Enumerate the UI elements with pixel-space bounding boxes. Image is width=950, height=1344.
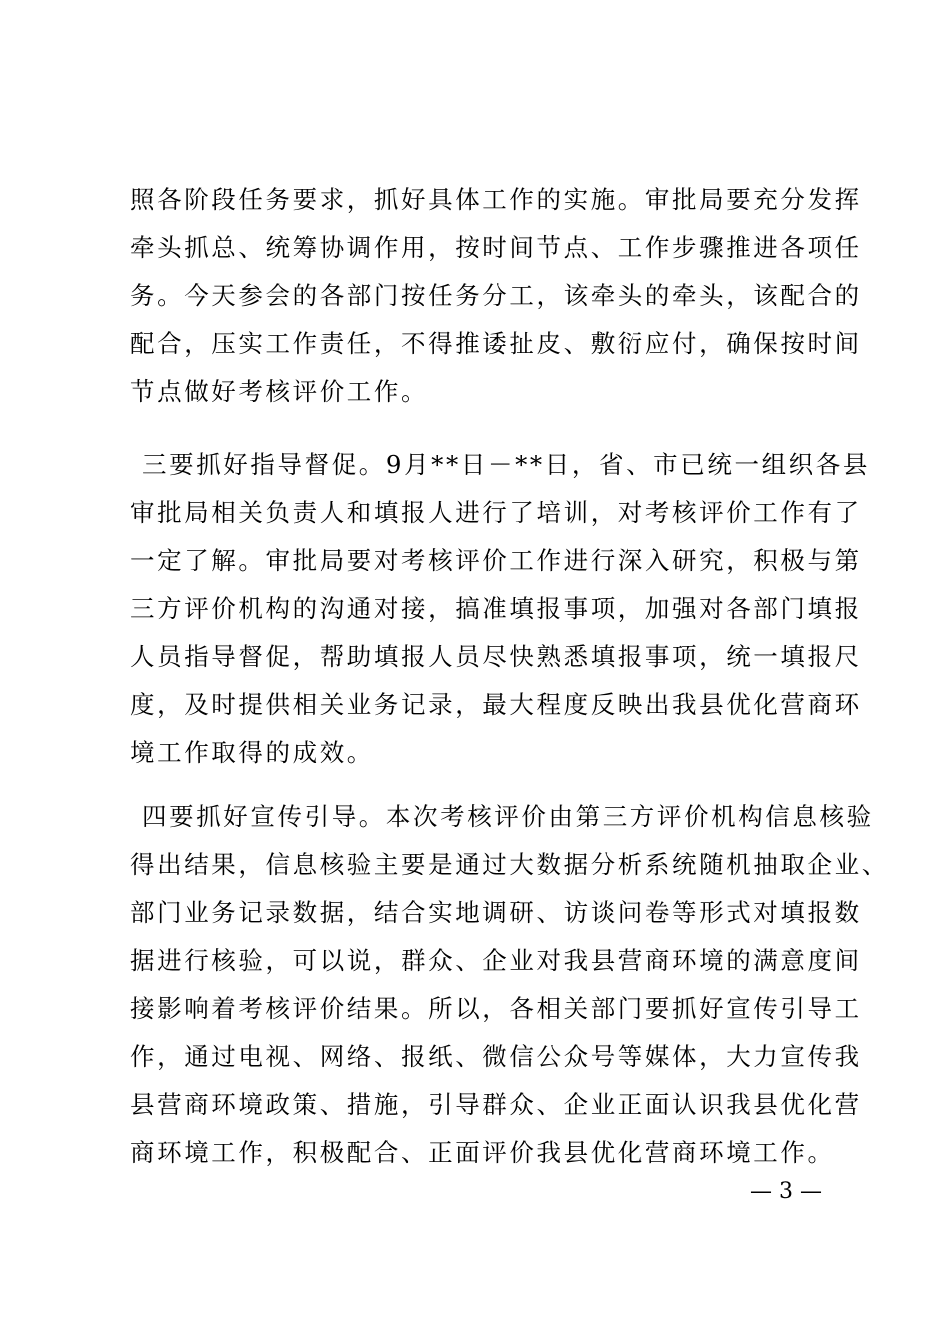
paragraph-line: 境工作取得的成效。 <box>130 738 374 767</box>
paragraph-publicity-guidance <box>130 793 889 1177</box>
paragraph-line: 商环境工作，积极配合、正面评价我县优化营商环境工作。 <box>130 1138 835 1167</box>
paragraph-line: 作，通过电视、网络、报纸、微信公众号等媒体，大力宣传我 <box>130 1042 862 1071</box>
paragraph-line: 县营商环境政策、措施，引导群众、企业正面认识我县优化营 <box>130 1090 862 1119</box>
paragraph-task-implementation <box>130 176 862 416</box>
paragraph-line: 审批局相关负责人和填报人进行了培训，对考核评价工作有了 <box>130 498 862 527</box>
paragraph-line: 牵头抓总、统筹协调作用，按时间节点、工作步骤推进各项任 <box>130 233 862 262</box>
paragraph-line: 据进行核验，可以说，群众、企业对我县营商环境的满意度间 <box>130 946 862 975</box>
paragraph-line: 照各阶段任务要求，抓好具体工作的实施。审批局要充分发挥 <box>130 185 862 214</box>
paragraph-line: 务。今天参会的各部门按任务分工，该牵头的牵头，该配合的 <box>130 281 862 310</box>
page-number: — 3 — <box>750 1179 822 1204</box>
paragraph-guidance-supervision <box>130 441 870 777</box>
paragraph-line: 三方评价机构的沟通对接，搞准填报事项，加强对各部门填报 <box>130 594 862 623</box>
paragraph-line: 部门业务记录数据，结合实地调研、访谈问卷等形式对填报数 <box>130 898 862 927</box>
paragraph-line: 接影响着考核评价结果。所以，各相关部门要抓好宣传引导工 <box>130 994 862 1023</box>
paragraph-line: 一定了解。审批局要对考核评价工作进行深入研究，积极与第 <box>130 546 862 575</box>
paragraph-line: 得出结果，信息核验主要是通过大数据分析系统随机抽取企业、 <box>130 850 889 879</box>
paragraph-line: 人员指导督促，帮助填报人员尽快熟悉填报事项，统一填报尺 <box>130 642 862 671</box>
paragraph-line: 配合，压实工作责任，不得推诿扯皮、敷衍应付，确保按时间 <box>130 329 862 358</box>
paragraph-line: 节点做好考核评价工作。 <box>130 377 429 406</box>
paragraph-line: 三要抓好指导督促。9月**日－**日，省、市已统一组织各县 <box>142 450 870 479</box>
paragraph-line: 度，及时提供相关业务记录，最大程度反映出我县优化营商环 <box>130 690 862 719</box>
paragraph-line: 四要抓好宣传引导。本次考核评价由第三方评价机构信息核验 <box>142 802 874 831</box>
